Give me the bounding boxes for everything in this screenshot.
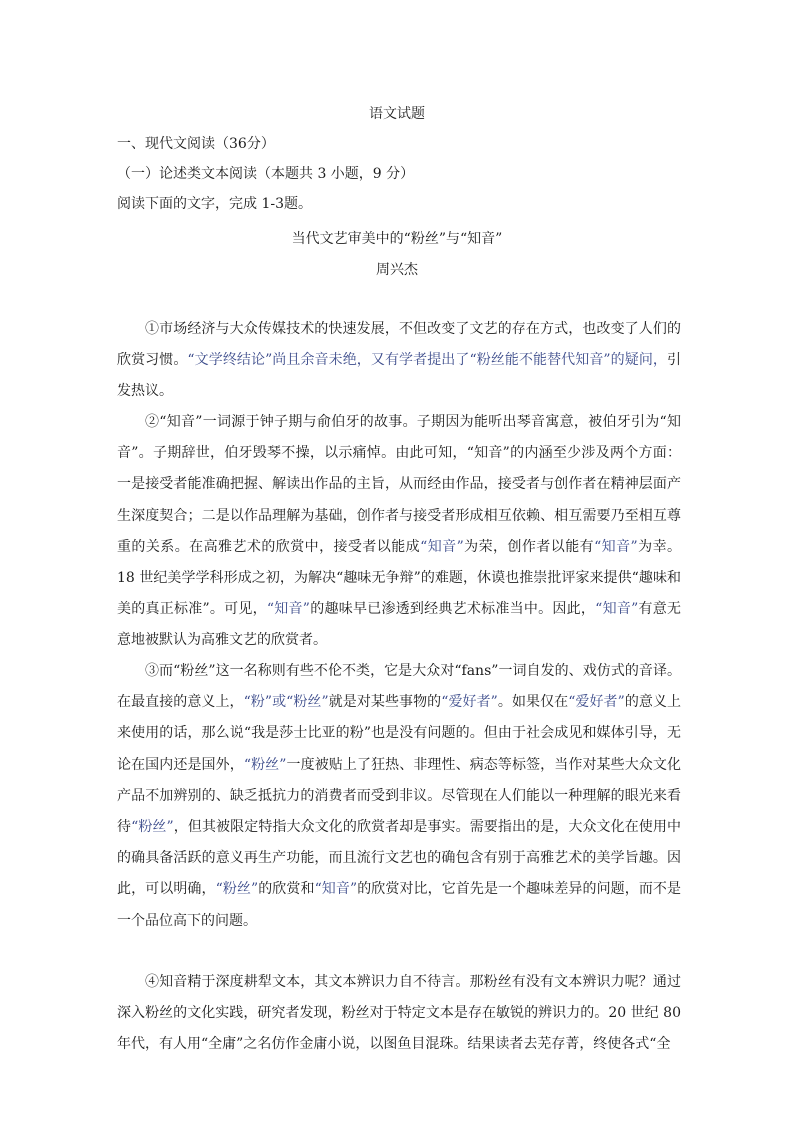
p3-text-d: 的意义上来使用的话，那么说“我是莎士比亚的粉”也是没有问题的。但由于社会成见和媒体引导，无论在国内还是国外， <box>117 694 682 773</box>
paragraph-4: ④知音精于深度耕犁文本，其文本辨识力自不待言。那粉丝有没有文本辨识力呢？通过深入粉丝的文化实践，研究者发现，粉丝对于特定文本是存在敏锐的辨识力的。20 世纪 80 年代，有人用“全庸”之名仿作金庸小说，以图鱼目混珠。结果读者去芜存菁，终使各式“全 <box>117 974 681 1053</box>
p3-highlight-a: “粉”或“粉丝” <box>243 694 329 711</box>
exam-title: 语文试题 <box>369 106 425 122</box>
p3-text-c: 。如果仅在 <box>497 694 569 711</box>
p2-highlight-d: “知音” <box>595 601 639 618</box>
p3-text-g: 的欣赏和 <box>258 881 315 898</box>
p3-highlight-c: “爱好者” <box>568 694 625 711</box>
p1-text-b: 引发热议。 <box>117 352 681 400</box>
paragraph-2 <box>117 407 681 657</box>
reading-instruction: 阅读下面的文字，完成 1-3题。 <box>117 196 312 212</box>
p3-text-h: 的欣赏对比，它首先是一个趣味差异的问题，而不是一个品位高下的问题。 <box>117 881 681 929</box>
paragraph-3 <box>117 656 681 937</box>
p3-highlight-d: “粉丝” <box>243 756 287 773</box>
p3-highlight-g: “知音” <box>314 881 358 898</box>
p2-text-a: ②“知音”一词源于钟子期与俞伯牙的故事。子期因为能听出琴音寓意，被伯牙引为“知音”。子期辞世，伯牙毁琴不操，以示痛悼。由此可知，“知音”的内涵至少涉及两个方面：一是接受者能准确把握、解读出作品的主旨，从而经由作品，接受者与创作者在精神层面产生深度契合；二是以作品理解为基础，创作者与接受者形成相互依赖、相互需要乃至相互尊重的关系。在高雅艺术的欣赏中，接受者以能成 <box>117 414 681 555</box>
p2-text-e: 有意无意地被默认为高雅文艺的欣赏者。 <box>117 601 681 649</box>
p3-highlight-e: “粉丝” <box>131 819 174 836</box>
p2-text-b: 为荣，创作者以能有 <box>463 538 595 555</box>
p2-text-d: 的趣味早已渗透到经典艺术标准当中。因此， <box>309 601 596 618</box>
p3-text-a: ③而“粉丝”这一名称则有些不伦不类，它是大众对“fans”一词自发的、戏仿式的音译。在最直接的意义上， <box>117 663 681 711</box>
p2-highlight-a: “知音” <box>420 538 464 555</box>
p2-highlight-b: “知音” <box>594 538 638 555</box>
p1-highlight: “文学终结论”尚且余音未绝，又有学者提出了“粉丝能不能替代知音”的疑问， <box>187 352 667 369</box>
article-title: 当代文艺审美中的“粉丝”与“知音” <box>291 231 503 247</box>
paragraph-1 <box>117 314 681 408</box>
p2-highlight-c: “知音” <box>266 601 310 618</box>
p3-text-f: ，但其被限定特指大众文化的欣赏者却是事实。需要指出的是，大众文化在使用中的确具备活跃的意义再生产功能，而且流行文艺也的确包含有别于高雅艺术的美学旨趣。因此，可以明确， <box>117 819 681 898</box>
section-heading: 一、现代文阅读（36分） <box>117 136 275 152</box>
p2-text-c: 为幸。18 世纪美学学科形成之初，为解决“趣味无争辩”的难题，休谟也推崇批评家来提供“趣味和美的真正标准”。可见， <box>117 538 682 618</box>
p3-highlight-b: “爱好者” <box>441 694 498 711</box>
p3-text-e: 一度被贴上了狂热、非理性、病态等标签，当作对某些大众文化产品不加辨别的、缺乏抵抗力的消费者而受到非议。尽管现在人们能以一种理解的眼光来看待 <box>117 756 681 836</box>
p1-text-a: ①市场经济与大众传媒技术的快速发展，不但改变了文艺的存在方式，也改变了人们的欣赏习惯。 <box>117 321 681 369</box>
p3-text-b: 就是对某些事物的 <box>328 694 442 711</box>
p3-highlight-f: “粉丝” <box>215 881 259 898</box>
subsection-heading: （一）论述类文本阅读（本题共 3 小题，9 分） <box>117 166 415 182</box>
article-author: 周兴杰 <box>376 262 418 278</box>
